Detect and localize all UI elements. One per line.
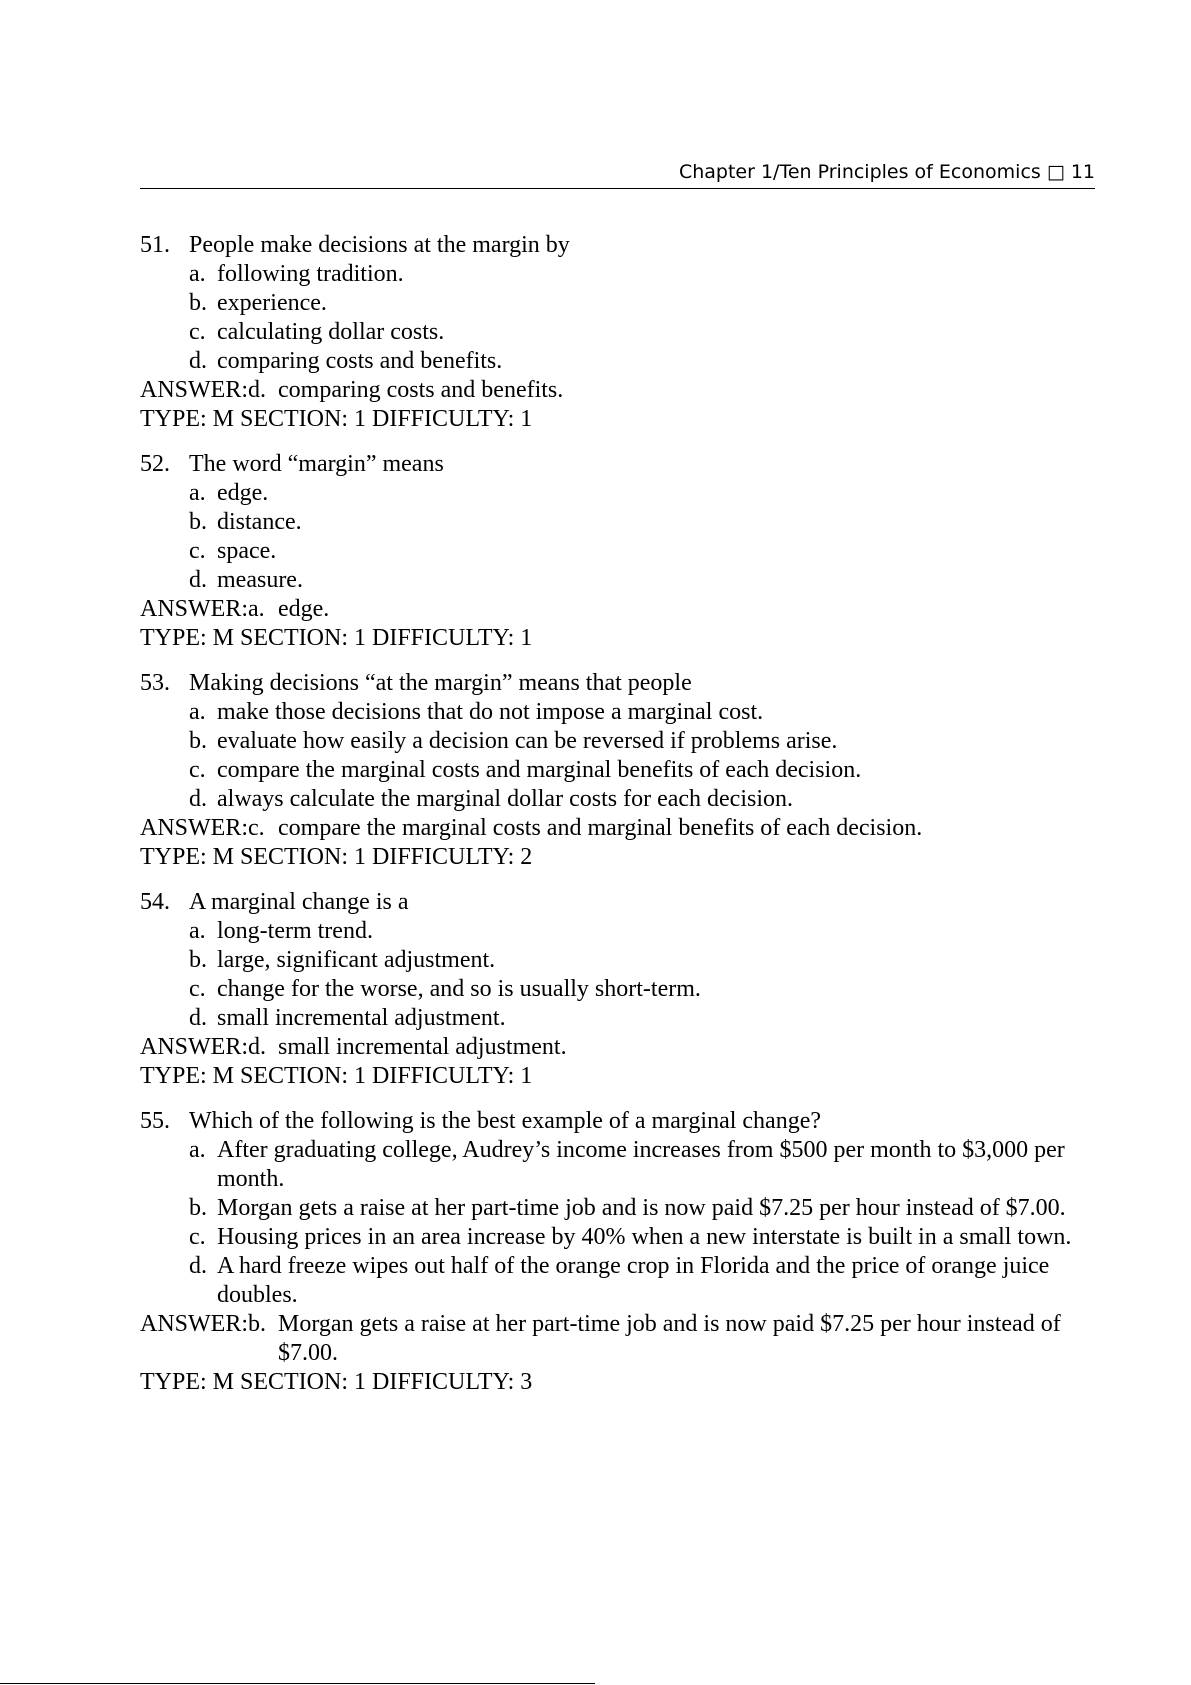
option-c <box>189 1223 1100 1252</box>
option-c <box>189 756 1100 785</box>
option-list <box>140 1136 1100 1310</box>
question-stem <box>140 888 1100 917</box>
question-text: Which of the following is the best example of a marginal change? <box>189 1108 822 1134</box>
option-b <box>189 727 1100 756</box>
option-c <box>189 975 1100 1004</box>
option-label: d. <box>189 567 207 593</box>
option-label: a. <box>189 1137 206 1163</box>
option-text: always calculate the marginal dollar costs for each decision. <box>217 786 793 812</box>
option-label: d. <box>189 1253 207 1279</box>
option-label: c. <box>189 976 206 1002</box>
question-number: 51. <box>140 232 170 258</box>
option-label: a. <box>189 261 206 287</box>
answer-text: small incremental adjustment. <box>278 1034 567 1060</box>
option-d <box>189 347 1100 376</box>
option-text: evaluate how easily a decision can be reversed if problems arise. <box>217 728 838 754</box>
answer-line <box>140 814 1100 843</box>
footer-rule <box>0 1683 595 1684</box>
option-text: comparing costs and benefits. <box>217 348 503 374</box>
question-51 <box>140 231 1100 434</box>
option-text: edge. <box>217 480 269 506</box>
question-52 <box>140 450 1100 653</box>
option-d <box>189 566 1100 595</box>
option-list <box>140 479 1100 595</box>
option-text: After graduating college, Audrey’s income increases from $500 per month to $3,000 per month. <box>217 1137 1065 1192</box>
option-text: space. <box>217 538 277 564</box>
question-55 <box>140 1107 1100 1397</box>
question-text: People make decisions at the margin by <box>189 232 570 258</box>
answer-text: compare the marginal costs and marginal benefits of each decision. <box>278 815 923 841</box>
option-text: distance. <box>217 509 302 535</box>
option-a <box>189 917 1100 946</box>
option-label: c. <box>189 757 206 783</box>
option-text: long-term trend. <box>217 918 373 944</box>
answer-line <box>140 1310 1100 1368</box>
option-b <box>189 508 1100 537</box>
option-text: calculating dollar costs. <box>217 319 445 345</box>
option-text: A hard freeze wipes out half of the orange crop in Florida and the price of orange juice doubles. <box>217 1253 1050 1308</box>
option-text: measure. <box>217 567 303 593</box>
answer-label: ANSWER: <box>140 815 248 841</box>
question-stem <box>140 1107 1100 1136</box>
question-number: 54. <box>140 889 170 915</box>
option-b <box>189 946 1100 975</box>
option-b <box>189 289 1100 318</box>
answer-line <box>140 376 1100 405</box>
option-label: c. <box>189 538 206 564</box>
answer-letter: a. <box>248 596 265 622</box>
option-label: b. <box>189 509 207 535</box>
question-text: The word “margin” means <box>189 451 444 477</box>
answer-letter: c. <box>248 815 265 841</box>
option-a <box>189 1136 1100 1194</box>
option-label: b. <box>189 947 207 973</box>
option-d <box>189 1252 1100 1310</box>
answer-line <box>140 1033 1100 1062</box>
option-a <box>189 479 1100 508</box>
option-label: a. <box>189 699 206 725</box>
question-number: 53. <box>140 670 170 696</box>
question-meta: TYPE: M SECTION: 1 DIFFICULTY: 2 <box>140 844 533 870</box>
question-54 <box>140 888 1100 1091</box>
option-text: Morgan gets a raise at her part-time job and is now paid $7.25 per hour instead of $7.00. <box>217 1195 1066 1221</box>
option-text: make those decisions that do not impose a marginal cost. <box>217 699 764 725</box>
option-a <box>189 260 1100 289</box>
option-list <box>140 917 1100 1033</box>
question-text: A marginal change is a <box>189 889 409 915</box>
option-d <box>189 785 1100 814</box>
answer-label: ANSWER: <box>140 377 248 403</box>
option-a <box>189 698 1100 727</box>
answer-letter: d. <box>248 377 266 403</box>
option-label: a. <box>189 918 206 944</box>
question-meta: TYPE: M SECTION: 1 DIFFICULTY: 1 <box>140 406 533 432</box>
answer-label: ANSWER: <box>140 1311 248 1337</box>
option-label: d. <box>189 786 207 812</box>
question-stem <box>140 231 1100 260</box>
answer-label: ANSWER: <box>140 596 248 622</box>
option-text: large, significant adjustment. <box>217 947 496 973</box>
question-53 <box>140 669 1100 872</box>
question-text: Making decisions “at the margin” means that people <box>189 670 692 696</box>
option-text: compare the marginal costs and marginal benefits of each decision. <box>217 757 862 783</box>
option-c <box>189 318 1100 347</box>
option-text: small incremental adjustment. <box>217 1005 506 1031</box>
question-stem <box>140 669 1100 698</box>
answer-label: ANSWER: <box>140 1034 248 1060</box>
option-b <box>189 1194 1100 1223</box>
answer-text: Morgan gets a raise at her part-time job and is now paid $7.25 per hour instead of $7.00. <box>278 1311 1061 1366</box>
answer-letter: d. <box>248 1034 266 1060</box>
option-text: experience. <box>217 290 327 316</box>
answer-letter: b. <box>248 1311 266 1337</box>
option-text: change for the worse, and so is usually short-term. <box>217 976 701 1002</box>
option-label: c. <box>189 1224 206 1250</box>
question-number: 55. <box>140 1108 170 1134</box>
option-label: b. <box>189 1195 207 1221</box>
answer-text: edge. <box>278 596 330 622</box>
question-stem <box>140 450 1100 479</box>
option-list <box>140 698 1100 814</box>
answer-line <box>140 595 1100 624</box>
option-text: following tradition. <box>217 261 404 287</box>
option-d <box>189 1004 1100 1033</box>
page-header <box>140 158 1095 189</box>
option-label: b. <box>189 728 207 754</box>
option-label: d. <box>189 348 207 374</box>
answer-text: comparing costs and benefits. <box>278 377 564 403</box>
question-meta: TYPE: M SECTION: 1 DIFFICULTY: 1 <box>140 625 533 651</box>
option-label: c. <box>189 319 206 345</box>
question-number: 52. <box>140 451 170 477</box>
option-list <box>140 260 1100 376</box>
option-label: a. <box>189 480 206 506</box>
option-text: Housing prices in an area increase by 40% when a new interstate is built in a small town. <box>217 1224 1072 1250</box>
question-list <box>140 231 1100 1413</box>
option-c <box>189 537 1100 566</box>
option-label: b. <box>189 290 207 316</box>
question-meta: TYPE: M SECTION: 1 DIFFICULTY: 3 <box>140 1369 533 1395</box>
option-label: d. <box>189 1005 207 1031</box>
running-head: Chapter 1/Ten Principles of Economics □ 11 <box>678 161 1095 183</box>
question-meta: TYPE: M SECTION: 1 DIFFICULTY: 1 <box>140 1063 533 1089</box>
